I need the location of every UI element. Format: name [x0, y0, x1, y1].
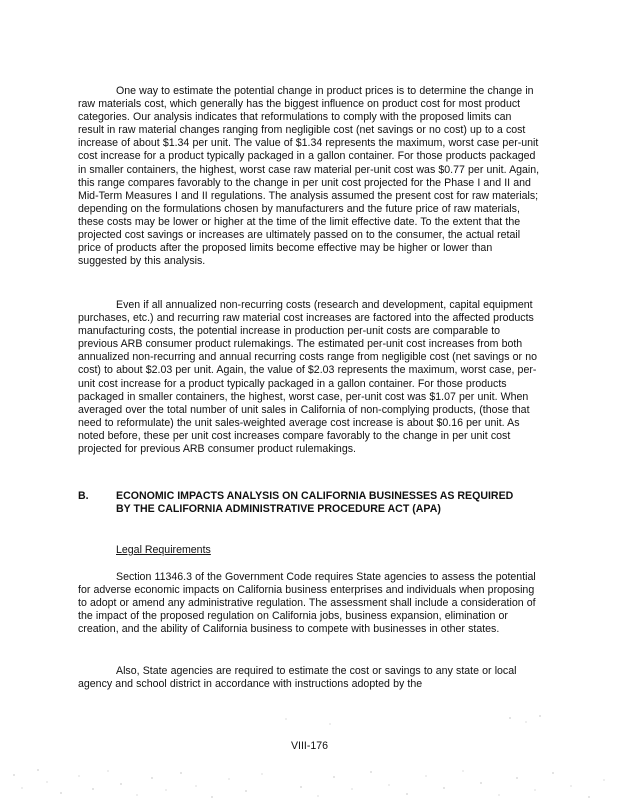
paragraph-government-code: Section 11346.3 of the Government Code requires State agencies to assess the potential for adverse economic impacts on California business enterprises and individuals when proposing to adopt or amend any administrative regulation. The assessment shall include a consideration of the impact of the proposed regulation on California jobs, business expansion, elimination or creation, and the ability of California business to compete with businesses in other states. — [78, 571, 536, 636]
section-title: ECONOMIC IMPACTS ANALYSIS ON CALIFORNIA BUSINESSES AS REQUIRED BY THE CALIFORNIA ADMINISTRATIVE PROCEDURE ACT (APA) — [116, 490, 514, 516]
paragraph-state-agencies: Also, State agencies are required to estimate the cost or savings to any state or local agency and school district in accordance with instructions adopted by the — [78, 665, 517, 691]
section-number: B. — [78, 490, 89, 502]
paragraph-annualized-costs: Even if all annualized non-recurring costs (research and development, capital equipment purchases, etc.) and recurring raw material cost increases are factored into the affected products manufacturing costs, the potential increase in production per-unit costs are comparable to previous ARB consumer product rulemakings. The estimated per-unit cost increases from both annualized non-recurring and annual recurring costs range from negligible cost (net savings or no cost) to about $2.03 per unit. Again, the value of $2.03 represents the maximum, worst case, per-unit cost increase for a product typically packaged in a gallon container. For those products packaged in smaller containers, the highest, worst case, per-unit cost was $1.07 per unit. When averaged over the total number of unit sales in California of non-complying products, (those that need to reformulate) the unit sales-weighted average cost increase is about $0.16 per unit. As noted before, these per unit cost increases compare favorably to the change in per unit cost projected for previous ARB consumer product rulemakings. — [78, 299, 537, 456]
paragraph-price-change-estimate: One way to estimate the potential change in product prices is to determine the change in raw materials cost, which generally has the biggest influence on product cost for most product categories. Our analysis indicates that reformulations to comply with the proposed limits can result in raw material changes ranging from negligible cost (net savings or no cost) up to a cost increase of about $1.34 per unit. The value of $1.34 represents the maximum, worst case per-unit cost increase for a product typically packaged in a gallon container. For those products packaged in smaller containers, the highest, worst case raw material per-unit cost was $0.77 per unit. Again, this range compares favorably to the change in per unit cost projected for the Phase I and II and Mid-Term Measures I and II regulations. The analysis assumed the present cost for raw materials; depending on the formulations chosen by manufacturers and the future price of raw materials, these costs may be lower or higher at the time of the limit effective date. To the extent that the projected cost savings or increases are ultimately passed on to the consumer, the actual retail price of products after the proposed limits become effective may be higher or lower than suggested by this analysis. — [78, 85, 540, 268]
page-number: VIII-176 — [290, 740, 329, 752]
subheading-legal-requirements: Legal Requirements — [116, 544, 211, 556]
